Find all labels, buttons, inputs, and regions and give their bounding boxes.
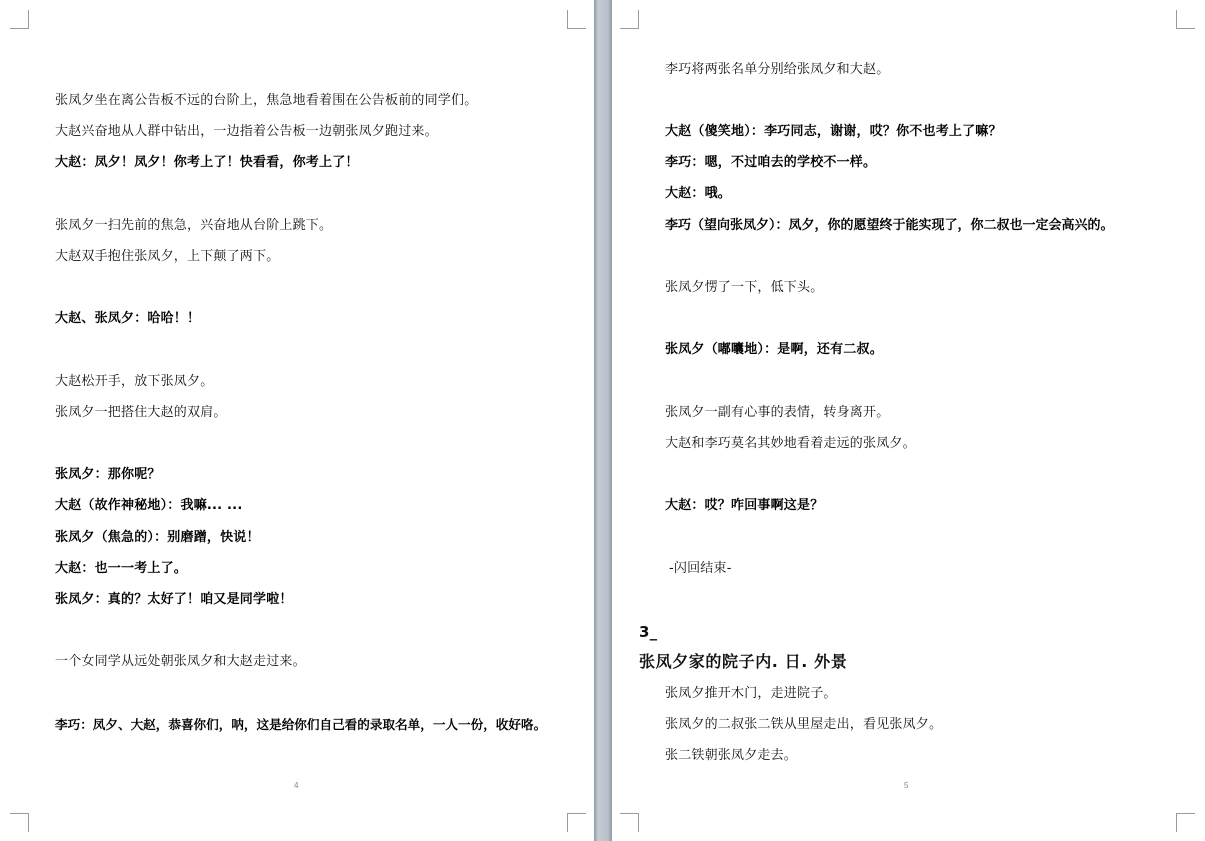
- crop-mark-top-right: [1176, 10, 1195, 29]
- action-line: 一个女同学从远处朝张凤夕和大赵走过来。: [55, 654, 306, 669]
- dialogue-line: 李巧（望向张凤夕）：凤夕，你的愿望终于能实现了，你二叔也一定会高兴的。: [665, 218, 1114, 233]
- dialogue-line: 大赵：哦。: [665, 186, 732, 201]
- crop-mark-top-right: [567, 10, 586, 29]
- crop-mark-top-left: [620, 10, 639, 29]
- dialogue-line: 大赵：也一一考上了。: [55, 561, 188, 576]
- dialogue-line: 大赵、张凤夕：哈哈！！: [55, 311, 201, 326]
- page-gutter: [594, 0, 612, 841]
- dialogue-line: 李巧：嗯，不过咱去的学校不一样。: [665, 155, 877, 170]
- dialogue-line: 大赵：哎？咋回事啊这是？: [665, 498, 824, 513]
- action-line: 张凤夕愣了一下，低下头。: [665, 280, 824, 295]
- dialogue-line: 张凤夕（焦急的）：别磨蹭，快说！: [55, 530, 260, 545]
- crop-mark-bottom-right: [1176, 813, 1195, 832]
- flashback-end-marker: -闪回结束-: [669, 561, 732, 576]
- action-line: 张凤夕的二叔张二铁从里屋走出，看见张凤夕。: [665, 717, 943, 732]
- action-line: 大赵松开手，放下张凤夕。: [55, 374, 214, 389]
- action-line: 张二铁朝张凤夕走去。: [665, 748, 798, 763]
- dialogue-line: 张凤夕：真的？太好了！咱又是同学啦！: [55, 592, 293, 607]
- action-line: 张凤夕推开木门，走进院子。: [665, 686, 837, 701]
- action-line: 大赵兴奋地从人群中钻出，一边指着公告板一边朝张凤夕跑过来。: [55, 124, 438, 139]
- dialogue-line: 张凤夕（嘟囔地）：是啊，还有二叔。: [665, 342, 883, 357]
- action-line: 张凤夕一副有心事的表情，转身离开。: [665, 405, 890, 420]
- crop-mark-top-left: [10, 10, 29, 29]
- dialogue-line: 李巧：凤夕、大赵，恭喜你们，呐，这是给你们自己看的录取名单，一人一份，收好咯。: [55, 717, 547, 732]
- dialogue-line: 大赵：凤夕！凤夕！你考上了！快看看，你考上了！: [55, 155, 359, 170]
- dialogue-line: 张凤夕：那你呢？: [55, 467, 161, 482]
- page-number: 4: [294, 781, 299, 790]
- crop-mark-bottom-right: [567, 813, 586, 832]
- dialogue-line: 大赵（故作神秘地）：我嘛... ...: [55, 498, 243, 513]
- scene-heading: 张凤夕家的院子内. 日. 外景: [639, 652, 848, 671]
- page-number: 5: [904, 781, 909, 790]
- action-line: 张凤夕坐在离公告板不远的台阶上，焦急地看着围在公告板前的同学们。: [55, 93, 478, 108]
- action-line: 李巧将两张名单分别给张凤夕和大赵。: [665, 62, 890, 77]
- scene-number: 3_: [639, 623, 658, 641]
- action-line: 张凤夕一扫先前的焦急，兴奋地从台阶上跳下。: [55, 218, 333, 233]
- document-page-4: [0, 0, 594, 841]
- action-line: 张凤夕一把搭住大赵的双肩。: [55, 405, 227, 420]
- document-page-5: [612, 0, 1205, 841]
- action-line: 大赵双手抱住张凤夕，上下颠了两下。: [55, 249, 280, 264]
- action-line: 大赵和李巧莫名其妙地看着走远的张凤夕。: [665, 436, 916, 451]
- crop-mark-bottom-left: [10, 813, 29, 832]
- dialogue-line: 大赵（傻笑地）：李巧同志，谢谢，哎？你不也考上了嘛？: [665, 124, 1002, 139]
- crop-mark-bottom-left: [620, 813, 639, 832]
